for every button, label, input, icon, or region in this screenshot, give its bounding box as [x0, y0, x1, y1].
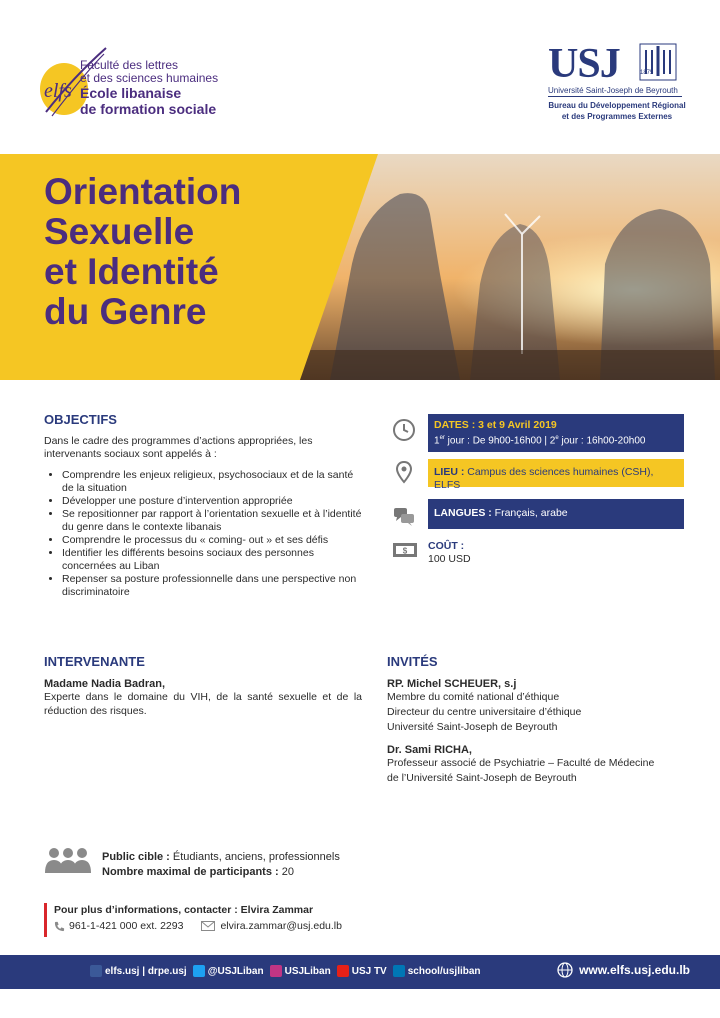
contact-title: Pour plus d’informations, contacter : Elvira Zammar [54, 904, 314, 916]
linkedin-link[interactable]: school/usjliban [407, 965, 481, 977]
usj-bureau [542, 100, 692, 122]
globe-icon [557, 962, 573, 978]
objective-item: • Identifier les différents besoins sociaux des personnes concernées au Liban [62, 547, 362, 573]
objectives-intro: Dans le cadre des programmes d’actions appropriées, les intervenants sociaux sont appelés à : [44, 435, 313, 460]
objective-item: • Comprendre le processus du « coming- out » et ses défis [62, 534, 362, 547]
usj-year: 1875 [640, 70, 654, 76]
cost-info [428, 540, 471, 566]
money-icon [392, 540, 418, 560]
usj-bureau-line-2: et des Programmes Externes [561, 112, 673, 121]
title-line-4: du Genre [44, 291, 207, 332]
guest-detail: de l’Université Saint-Joseph de Beyrouth [387, 772, 577, 784]
cost-label: COÛT : [428, 540, 465, 552]
guest-name: RP. Michel SCHEUER, s.j [387, 678, 517, 690]
svg-text:$: $ [402, 546, 408, 556]
guest-detail: Université Saint-Joseph de Beyrouth [387, 721, 558, 733]
title-line-1: Orientation [44, 171, 242, 212]
day1-time: jour : De 9h00-16h00 | [444, 435, 550, 447]
event-title [44, 172, 241, 332]
title-line-3: et Identité [44, 251, 219, 292]
objectives-list [44, 469, 362, 599]
youtube-link[interactable]: USJ TV [351, 965, 387, 977]
guest-detail: Professeur associé de Psychiatrie – Faculté de Médecine [387, 757, 655, 769]
phone-icon [54, 921, 65, 932]
max-participants-value: 20 [281, 866, 294, 878]
instagram-icon [270, 965, 282, 977]
contact-email[interactable]: elvira.zammar@usj.edu.lb [220, 920, 342, 932]
objective-item: • Se repositionner par rapport à l’orientation sexuelle et à l’identité du genre dans le contexte libanais [62, 508, 362, 534]
audience-value: Étudiants, anciens, professionnels [172, 851, 340, 863]
faculty-line-1: Faculté des lettres [80, 58, 179, 72]
website [557, 962, 690, 978]
languages-box [428, 499, 684, 529]
location-box [428, 459, 684, 491]
guests-section [387, 654, 687, 786]
contact-accent-bar [44, 903, 47, 937]
max-participants-label: Nombre maximal de participants : [102, 866, 282, 878]
people-icon [44, 846, 92, 874]
objective-item: • Comprendre les enjeux religieux, psychosociaux et de la santé de la situation [62, 469, 362, 495]
guest-detail: Membre du comité national d’éthique [387, 691, 560, 703]
contact-section [54, 902, 342, 934]
day2-time: jour : 16h00-20h00 [558, 435, 646, 447]
dates-box [428, 414, 684, 452]
usj-bureau-line-1: Bureau du Développement Régional [548, 101, 686, 110]
guests-heading: INVITÉS [387, 654, 438, 669]
location-pin-icon [392, 460, 416, 484]
speaker-heading: INTERVENANTE [44, 654, 145, 669]
audience-label: Public cible : [102, 851, 173, 863]
contact-phone[interactable]: 961-1-421 000 ext. 2293 [69, 920, 184, 932]
guest-name: Dr. Sami RICHA, [387, 744, 472, 756]
dates-schedule [434, 432, 678, 447]
elfs-logo [38, 44, 278, 124]
twitter-link[interactable]: @USJLiban [207, 965, 264, 977]
youtube-icon [337, 965, 349, 977]
usj-logo-text: USJ [548, 41, 620, 87]
clock-icon [392, 418, 416, 442]
envelope-icon [201, 921, 215, 931]
day1-sup: er [439, 435, 445, 441]
twitter-icon [193, 965, 205, 977]
objectives-section [44, 412, 362, 599]
faculty-name [80, 59, 218, 117]
school-line-2: de formation sociale [80, 101, 217, 117]
usj-logo [542, 40, 692, 125]
objectives-heading: OBJECTIFS [44, 412, 117, 427]
title-line-2: Sexuelle [44, 211, 195, 252]
elfs-logo-text: elfs [44, 80, 72, 102]
speech-bubbles-icon [392, 505, 416, 529]
speaker-name: Madame Nadia Badran, [44, 678, 166, 690]
usj-emblem-icon [638, 42, 678, 82]
day1-number: 1 [434, 435, 440, 447]
cost-value: 100 USD [428, 553, 471, 565]
languages-value: Français, arabe [494, 507, 568, 519]
instagram-link[interactable]: USJLiban [284, 965, 331, 977]
location-label: LIEU : [434, 466, 468, 478]
school-line-1: École libanaise [80, 85, 182, 101]
speaker-section [44, 654, 362, 718]
faculty-line-2: et des sciences humaines [80, 71, 219, 85]
guest-detail: Directeur du centre universitaire d’éthique [387, 706, 582, 718]
location-value: Campus des sciences humaines (CSH), ELFS [434, 466, 654, 491]
facebook-icon [90, 965, 102, 977]
objective-item: • Développer une posture d’intervention appropriée [62, 495, 362, 508]
day2-sup: e [555, 435, 559, 441]
objective-item: • Repenser sa posture professionnelle dans une perspective non discriminatoire [62, 573, 362, 599]
dates-label: DATES : 3 et 9 Avril 2019 [434, 419, 557, 431]
social-links [90, 965, 481, 977]
footer-bar [0, 955, 720, 989]
facebook-link[interactable]: elfs.usj | drpe.usj [105, 965, 187, 977]
languages-label: LANGUES : [434, 507, 495, 519]
speaker-description: Experte dans le domaine du VIH, de la santé sexuelle et de la réduction des risques. [44, 691, 362, 717]
usj-university: Université Saint-Joseph de Beyrouth [548, 86, 678, 95]
linkedin-icon [393, 965, 405, 977]
audience-info [102, 850, 340, 880]
website-link[interactable]: www.elfs.usj.edu.lb [579, 963, 690, 977]
usj-divider [548, 96, 682, 97]
day2-number: 2 [549, 435, 556, 447]
